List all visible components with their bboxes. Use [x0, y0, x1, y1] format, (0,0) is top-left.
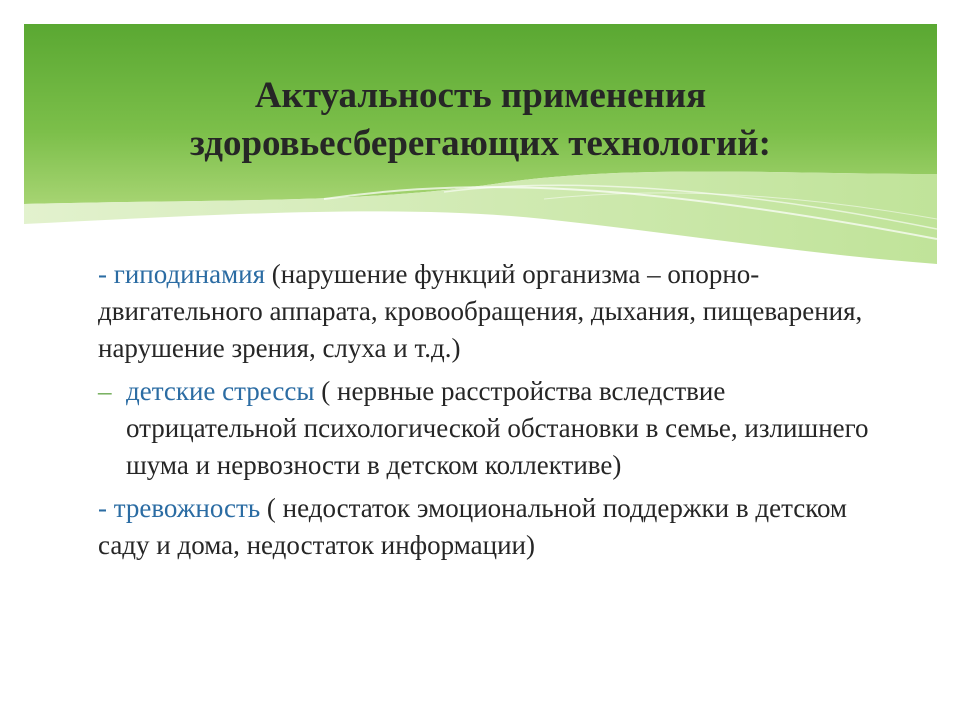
dash-bullet-icon: –: [98, 376, 112, 406]
list-item-child-stress: [98, 373, 878, 484]
list-item-anxiety: [98, 490, 878, 564]
item-term: тревожность: [113, 493, 261, 523]
list-item-hypodynamia: [98, 256, 878, 367]
item-text: (нарушение функций организма – опорно-двигательного аппарата, кровообращения, дыхания, пищеварения, нарушение зрения, слуха и т.д.): [98, 259, 863, 363]
slide-title-line-1: Актуальность применения: [254, 75, 707, 116]
item-prefix: -: [98, 493, 114, 523]
item-prefix: -: [98, 259, 114, 289]
slide-title-line-2: здоровьесберегающих технологий:: [190, 123, 771, 164]
slide-title: [24, 72, 937, 168]
item-term: детские стрессы: [126, 376, 315, 406]
content-list: [98, 256, 878, 564]
item-text: ( нервные расстройства вследствие отрицательной психологической обстановки в семье, излишнего шума и нервозности в детском коллективе): [126, 376, 869, 480]
item-term: гиподинамия: [113, 259, 266, 289]
item-text: ( недостаток эмоциональной поддержки в детском саду и дома, недостаток информации): [98, 493, 848, 560]
